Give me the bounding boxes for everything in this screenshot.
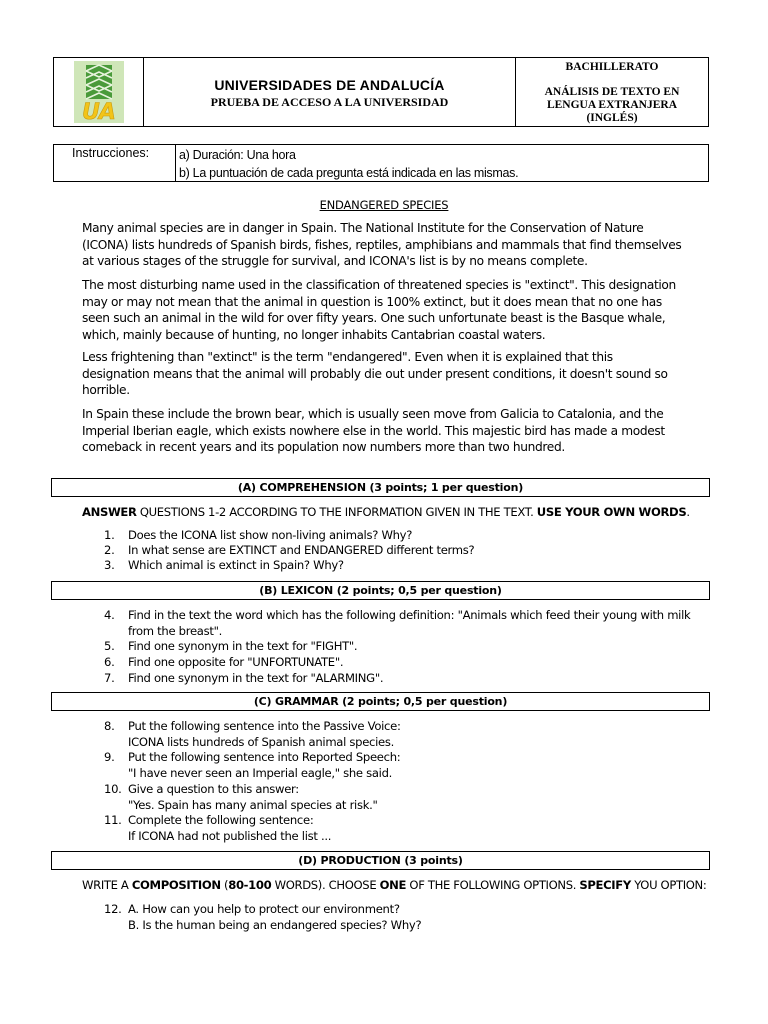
paragraph-1: Many animal species are in danger in Spain. The National Institute for the Conservation of Nature (ICONA) lists hundreds of Spanish birds, fishes, reptiles, amphibians and mammals that find themselves at various stages of the struggle for survival, and ICONA's list is by no means complete. <box>82 221 682 268</box>
header-table <box>53 57 709 127</box>
section-b-header: (B) LEXICON (2 points; 0,5 per question) <box>51 581 710 600</box>
instruction-scoring: b) La puntuación de cada pregunta está indicada en las mismas. <box>179 166 519 180</box>
text-title: ENDANGERED SPECIES <box>319 198 449 212</box>
university-logo-cell <box>54 58 144 126</box>
instructions-items <box>176 145 518 181</box>
question-1: 1. Does the ICONA list show non-living animals? Why? <box>104 528 413 542</box>
instruction-duration: a) Duración: Una hora <box>179 148 296 162</box>
section-c-header: (C) GRAMMAR (2 points; 0,5 per question) <box>51 692 710 711</box>
section-a-instructions: ANSWER QUESTIONS 1-2 ACCORDING TO THE INFORMATION GIVEN IN THE TEXT. USE YOUR OWN WORDS. <box>82 505 690 519</box>
question-12: 12. A. How can you help to protect our environment? B. Is the human being an endangered species? Why? <box>104 902 422 932</box>
question-2: 2. In what sense are EXTINCT and ENDANGERED different terms? <box>104 543 475 557</box>
course-name-line2: LENGUA EXTRANJERA <box>546 99 678 111</box>
paragraph-3: Less frightening than "extinct" is the term "endangered". Even when it is explained that this designation means that the animal will probably die out under present conditions, it doesn't sound so horrible. <box>82 350 668 397</box>
section-a-header: (A) COMPREHENSION (3 points; 1 per question) <box>51 478 710 497</box>
logo-text: UA <box>81 100 116 123</box>
course-name-line3: (INGLÉS) <box>586 112 638 124</box>
question-5: 5. Find one synonym in the text for "FIGHT". <box>104 639 358 653</box>
section-d-instructions: WRITE A COMPOSITION (80-100 WORDS). CHOOSE ONE OF THE FOLLOWING OPTIONS. SPECIFY YOU OPTION: <box>82 878 707 892</box>
paragraph-4: In Spain these include the brown bear, which is usually seen move from Galicia to Catalonia, and the Imperial Iberian eagle, which exists nowhere else in the world. This majestic bird has made a modest comeback in recent years and its population now numbers more than two hundred. <box>82 407 665 454</box>
section-d-header: (D) PRODUCTION (3 points) <box>51 851 710 870</box>
header-course-cell <box>516 58 708 126</box>
answer-keyword: ANSWER <box>82 505 137 519</box>
question-11: 11. Complete the following sentence: If ICONA had not published the list ... <box>104 813 332 843</box>
question-4: 4. Find in the text the word which has the following definition: "Animals which feed their young with milk from the breast". <box>104 608 691 638</box>
exam-subtitle: PRUEBA DE ACCESO A LA UNIVERSIDAD <box>210 94 449 109</box>
question-8: 8. Put the following sentence into the Passive Voice: ICONA lists hundreds of Spanish animal species. <box>104 719 401 749</box>
question-10: 10. Give a question to this answer: "Yes. Spain has many animal species at risk." <box>104 782 378 812</box>
university-logo <box>74 61 124 123</box>
paragraph-2: The most disturbing name used in the classification of threatened species is "extinct". This designation may or may not mean that the animal in question is 100% extinct, but it does mean that no one has seen such an animal in the wild for over fifty years. One such unfortunate beast is the Basque whale, which, mainly because of hunting, no longer inhabits Cantabrian coastal waters. <box>82 278 676 342</box>
instructions-table <box>53 144 709 182</box>
question-9: 9. Put the following sentence into Reported Speech: "I have never seen an Imperial eagle," she said. <box>104 750 401 780</box>
course-level: BACHILLERATO <box>565 61 659 73</box>
course-name-line1: ANÁLISIS DE TEXTO EN <box>544 86 680 98</box>
question-7: 7. Find one synonym in the text for "ALARMING". <box>104 671 384 685</box>
instructions-label: Instrucciones: <box>54 145 176 181</box>
header-title-cell <box>144 58 516 126</box>
university-title: UNIVERSIDADES DE ANDALUCÍA <box>214 76 445 93</box>
own-words-keyword: USE YOUR OWN WORDS <box>536 505 687 519</box>
question-3: 3. Which animal is extinct in Spain? Why? <box>104 558 344 572</box>
question-6: 6. Find one opposite for "UNFORTUNATE". <box>104 655 344 669</box>
